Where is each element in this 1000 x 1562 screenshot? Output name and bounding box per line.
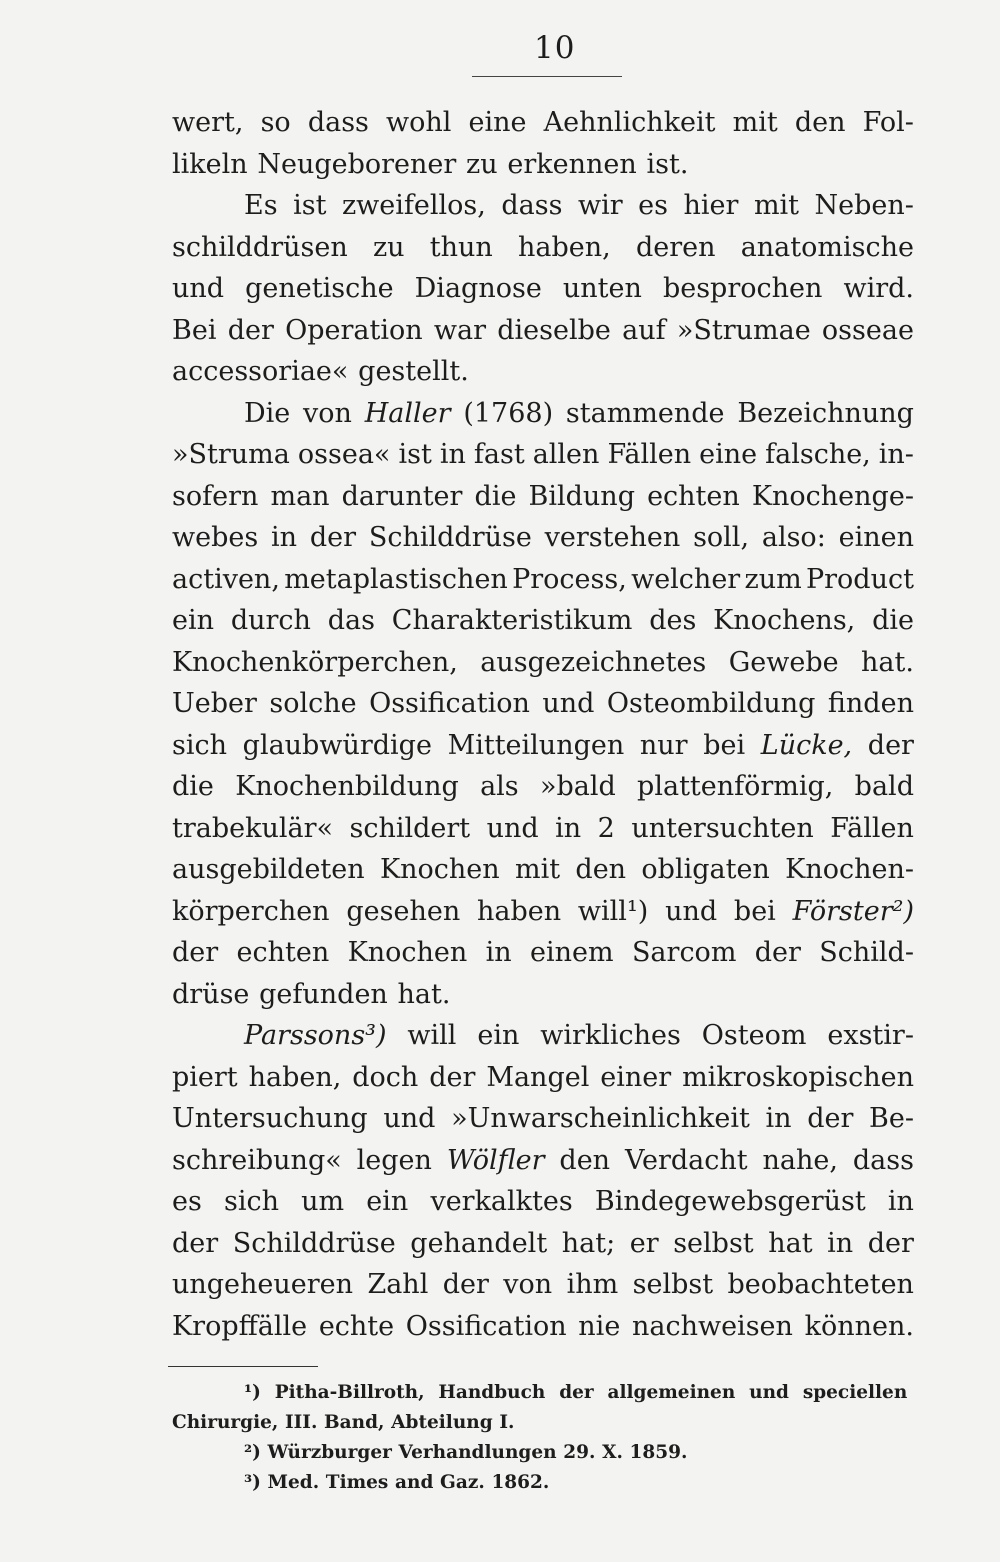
word: Knochen (379, 854, 500, 885)
word: anatomische (740, 231, 914, 263)
word: Knochen (347, 937, 468, 968)
text-line (172, 808, 914, 850)
word: Gaz. (440, 1472, 485, 1493)
word: Band, (324, 1412, 385, 1433)
footnote-line (172, 1378, 914, 1408)
word: der (442, 1269, 489, 1300)
word: zu (466, 148, 498, 180)
word: Operation (285, 314, 423, 346)
word: bei (733, 895, 776, 927)
word: und (383, 1103, 436, 1134)
word: Untersuchung (172, 1103, 368, 1134)
word: allgemeinen (607, 1382, 736, 1403)
word: und (542, 688, 595, 719)
word: einen (838, 522, 914, 553)
word: besprochen (662, 273, 823, 304)
word: Wölfler (446, 1144, 545, 1176)
word: war (433, 314, 486, 346)
word: sich (172, 729, 228, 761)
word: durch (230, 605, 311, 636)
word: der (429, 1061, 476, 1093)
word: Bindegewebsgerüst (594, 1186, 866, 1217)
word: sofern (172, 480, 259, 512)
word: wir (577, 190, 623, 221)
word: dass (501, 190, 563, 221)
word: will¹) (577, 895, 649, 927)
word: in (887, 1186, 914, 1217)
word: Fällen (830, 812, 914, 844)
word: Times (325, 1472, 389, 1493)
word: piert (172, 1061, 238, 1093)
word: accessoriae« (172, 356, 349, 387)
word: hat; (561, 1227, 616, 1259)
word: Product (805, 563, 914, 595)
word: 1862. (491, 1472, 550, 1493)
word: 29. (563, 1442, 596, 1463)
word: Med. (267, 1472, 320, 1493)
word: in (555, 812, 582, 844)
word: und (172, 273, 225, 304)
body-text (172, 102, 914, 1347)
word: es (638, 190, 668, 221)
word: und (486, 812, 539, 844)
word: eine (699, 439, 758, 470)
word: den (559, 1144, 611, 1176)
word: nachweisen (631, 1310, 793, 1342)
word: als (480, 771, 519, 802)
word: deren (635, 231, 716, 263)
word: in (827, 1227, 854, 1259)
word: der (807, 1103, 854, 1134)
word: Es (244, 190, 278, 221)
word: zweifellos, (341, 190, 486, 221)
word: das (327, 605, 375, 636)
word: ungeheueren (172, 1269, 354, 1300)
word: die (172, 771, 214, 802)
word: Fol- (862, 107, 914, 138)
word: einem (530, 937, 614, 968)
word: ein (172, 605, 215, 636)
word: hat. (397, 978, 451, 1010)
word: ein (366, 1186, 409, 1217)
footnote-line (172, 1468, 914, 1498)
text-line (172, 725, 914, 767)
word: Bezeichnung (737, 397, 914, 429)
word: X. (602, 1442, 623, 1463)
word: hat (768, 1227, 813, 1259)
word: echten (236, 937, 330, 968)
word: Schild- (819, 937, 914, 968)
word: Ueber (172, 688, 257, 719)
word: Mangel (486, 1061, 590, 1093)
word: selbst (632, 1269, 714, 1300)
word: 1859. (629, 1442, 688, 1463)
word: Knochenkörperchen, (172, 646, 458, 678)
word: Pitha-Billroth, (274, 1382, 425, 1403)
word: doch (352, 1061, 419, 1093)
word: in (439, 439, 466, 470)
word: gehandelt (410, 1227, 548, 1259)
text-line (172, 144, 914, 186)
word: dass (307, 107, 369, 138)
word: körperchen (172, 895, 330, 927)
footnotes (172, 1378, 914, 1498)
word: finden (827, 688, 914, 719)
word: schreibung« (172, 1144, 342, 1176)
word: thun (429, 231, 493, 263)
text-line (172, 268, 914, 310)
text-line (172, 434, 914, 476)
word: den (794, 107, 846, 138)
word: zum (744, 563, 802, 595)
word: können. (804, 1310, 914, 1342)
word: verkalktes (430, 1186, 573, 1217)
word: mit (732, 107, 778, 138)
word: activen, (172, 563, 280, 595)
text-line (172, 1306, 914, 1348)
word: haben, (248, 1061, 342, 1093)
word: Knochenbildung (235, 771, 459, 802)
word: dieselbe (497, 314, 611, 346)
text-line (172, 1264, 914, 1306)
word: Neben- (814, 190, 914, 221)
word: plattenförmig, (637, 771, 834, 802)
word: selbst (673, 1227, 754, 1259)
word: von (503, 1269, 553, 1300)
word: Knochens, (713, 605, 856, 636)
word: Aehnlichkeit (543, 107, 716, 138)
word: schildert (349, 812, 471, 844)
word: darunter (341, 480, 463, 512)
word: echten (647, 480, 740, 512)
word: ausgebildeten (172, 854, 365, 885)
text-line (172, 891, 914, 933)
word: wohl (386, 107, 452, 138)
word: des (649, 605, 697, 636)
word: obligaten (641, 854, 770, 885)
text-line (172, 642, 914, 684)
word: (1768) (463, 397, 554, 429)
text-line (172, 1181, 914, 1223)
word: solche (269, 688, 357, 719)
word: Abteilung (391, 1412, 493, 1433)
word: ²) (244, 1442, 261, 1463)
text-line (172, 766, 914, 808)
text-line (172, 1015, 914, 1057)
header-rule (472, 76, 622, 77)
footnote-line (172, 1408, 914, 1438)
word: Be- (869, 1103, 914, 1134)
word: »bald (539, 771, 616, 802)
text-line (172, 1140, 914, 1182)
word: I. (499, 1412, 515, 1433)
word: metaplastischen (284, 563, 508, 595)
word: von (303, 397, 352, 429)
word: fast (473, 439, 525, 470)
word: der (227, 314, 274, 346)
word: der (754, 937, 801, 968)
word: der (559, 1382, 594, 1403)
word: verstehen (544, 522, 681, 553)
word: »Strumae (676, 314, 811, 346)
word: bald (854, 771, 914, 802)
word: den (575, 854, 627, 885)
word: eine (468, 107, 527, 138)
word: trabekulär« (172, 812, 334, 844)
word: Schilddrüse (232, 1227, 396, 1259)
text-line (172, 849, 914, 891)
word: nur (639, 729, 688, 761)
word: der (309, 522, 357, 553)
word: Bei (172, 314, 217, 346)
word: Mitteilungen (447, 729, 625, 761)
word: die (474, 480, 517, 512)
text-line (172, 351, 914, 393)
text-line (172, 393, 914, 435)
word: falsche, (765, 439, 871, 470)
word: die (872, 605, 914, 636)
word: wird. (843, 273, 914, 304)
word: und (665, 895, 718, 927)
word: zu (372, 231, 405, 263)
word: bei (703, 729, 746, 761)
word: der (172, 937, 219, 968)
word: in (271, 522, 298, 553)
word: schilddrüsen (172, 231, 348, 263)
word: es (172, 1186, 202, 1217)
word: Parssons³) (244, 1020, 387, 1051)
word: Verdacht (624, 1144, 748, 1176)
word: also: (761, 522, 826, 553)
word: Lücke, (760, 729, 853, 761)
word: Process, (512, 563, 627, 595)
word: welcher (631, 563, 741, 595)
word: hier (683, 190, 739, 221)
word: der (867, 729, 914, 761)
word: er (629, 1227, 659, 1259)
word: stammende (565, 397, 725, 429)
text-line (172, 227, 914, 269)
word: gefunden (259, 978, 388, 1010)
word: III. (284, 1412, 318, 1433)
word: Neugeborener (257, 148, 457, 180)
word: webes (172, 522, 259, 553)
word: Fällen (607, 439, 692, 470)
word: nie (578, 1310, 621, 1342)
word: dass (852, 1144, 914, 1176)
footnote-line (172, 1438, 914, 1468)
word: Knochenge- (751, 480, 914, 512)
word: ¹) (244, 1382, 261, 1403)
word: exstir- (827, 1020, 914, 1051)
word: Ossification (369, 688, 530, 719)
word: will (407, 1020, 457, 1051)
word: Haller (364, 397, 451, 429)
word: Knochen- (785, 854, 914, 885)
word: Zahl (367, 1269, 429, 1300)
word: in (485, 937, 512, 968)
word: in- (878, 439, 914, 470)
text-line (172, 476, 914, 518)
word: Sarcom (631, 937, 737, 968)
word: ausgezeichnetes (480, 646, 707, 678)
word: in (765, 1103, 792, 1134)
word: der (172, 1227, 219, 1259)
footnote-rule (168, 1366, 318, 1367)
word: man (270, 480, 330, 512)
word: hat. (861, 646, 914, 678)
page-number: 10 (534, 30, 576, 66)
word: haben, (518, 231, 611, 263)
word: Die (244, 397, 291, 429)
word: »Unwarscheinlichkeit (451, 1103, 750, 1134)
text-line (172, 1223, 914, 1265)
word: der (867, 1227, 914, 1259)
word: ³) (244, 1472, 261, 1493)
word: Charakteristikum (391, 605, 633, 636)
word: gesehen (346, 895, 461, 927)
word: Osteombildung (606, 688, 816, 719)
text-line (172, 1098, 914, 1140)
word: Osteom (701, 1020, 807, 1051)
word: nahe, (762, 1144, 838, 1176)
text-line (172, 517, 914, 559)
word: Förster²) (792, 895, 914, 927)
word: mit (753, 190, 800, 221)
word: Verhandlungen (398, 1442, 557, 1463)
word: so (260, 107, 291, 138)
word: Kropffälle (172, 1310, 308, 1342)
word: ist (398, 439, 432, 470)
word: auf (622, 314, 666, 346)
text-line (172, 600, 914, 642)
word: erkennen (507, 148, 637, 180)
word: allen (532, 439, 600, 470)
word: Gewebe (728, 646, 839, 678)
word: wert, (172, 107, 244, 138)
word: ihm (566, 1269, 619, 1300)
word: and (395, 1472, 434, 1493)
word: soll, (693, 522, 750, 553)
word: Ossification (405, 1310, 567, 1342)
word: genetische (245, 273, 394, 304)
word: 2 (597, 812, 615, 844)
word: ein (477, 1020, 520, 1051)
word: beobachteten (727, 1269, 914, 1300)
word: ist. (646, 148, 689, 180)
text-line (172, 185, 914, 227)
word: echte (318, 1310, 395, 1342)
word: wirkliches (540, 1020, 681, 1051)
text-line (172, 310, 914, 352)
text-line (172, 1057, 914, 1099)
text-line (172, 683, 914, 725)
word: und (749, 1382, 789, 1403)
word: sich (223, 1186, 279, 1217)
word: Diagnose (414, 273, 542, 304)
word: ist (293, 190, 327, 221)
word: haben (477, 895, 562, 927)
word: Handbuch (438, 1382, 546, 1403)
word: »Struma (172, 439, 290, 470)
word: mit (515, 854, 561, 885)
text-line (172, 932, 914, 974)
text-line (172, 102, 914, 144)
word: legen (356, 1144, 432, 1176)
word: osseae (821, 314, 914, 346)
word: um (301, 1186, 345, 1217)
word: drüse (172, 978, 250, 1010)
word: gestellt. (358, 356, 469, 387)
word: ossea« (297, 439, 391, 470)
word: glaubwürdige (242, 729, 432, 761)
word: Schilddrüse (368, 522, 532, 553)
word: einer (600, 1061, 672, 1093)
word: untersuchten (631, 812, 814, 844)
text-line (172, 559, 914, 601)
word: Bildung (528, 480, 635, 512)
word: Würzburger (267, 1442, 392, 1463)
word: likeln (172, 148, 248, 180)
word: Chirurgie, (172, 1412, 279, 1433)
text-line (172, 974, 914, 1016)
word: speciellen (802, 1382, 908, 1403)
word: unten (562, 273, 642, 304)
word: mikroskopischen (682, 1061, 914, 1093)
